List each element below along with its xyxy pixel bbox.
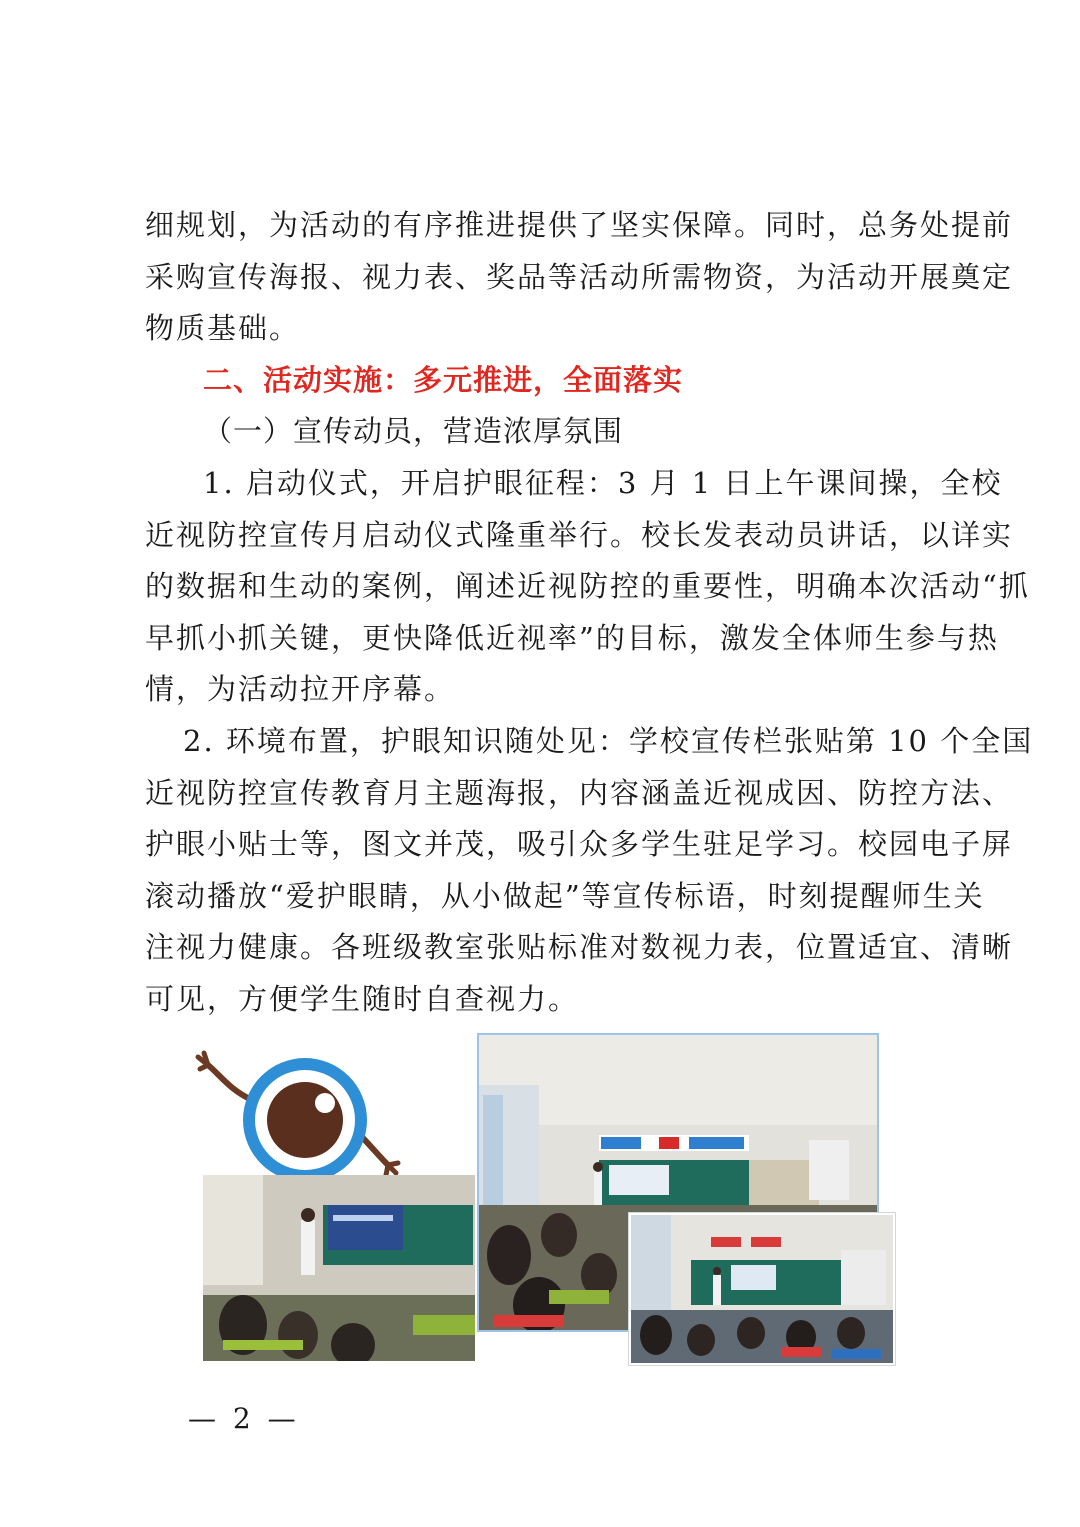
paragraph-line: 细规划，为活动的有序推进提供了坚实保障。同时，总务处提前 bbox=[145, 208, 1014, 242]
paragraph-line: 可见，方便学生随时自查视力。 bbox=[145, 981, 580, 1016]
paragraph-line: 近视防控宣传教育月主题海报，内容涵盖近视成因、防控方法、 bbox=[145, 775, 1014, 810]
paragraph-line: 近视防控宣传月启动仪式隆重举行。校长发表动员讲话，以详实 bbox=[145, 517, 1014, 552]
classroom-photo-left bbox=[203, 1175, 475, 1361]
classroom-photo-right bbox=[629, 1213, 895, 1365]
paragraph-line: 滚动播放“爱护眼睛，从小做起”等宣传标语，时刻提醒师生关 bbox=[145, 878, 985, 913]
subsection-heading: （一）宣传动员，营造浓厚氛围 bbox=[203, 414, 624, 449]
paragraph-line: 1. 启动仪式，开启护眼征程：3 月 1 日上午课间操，全校 bbox=[203, 465, 1003, 500]
page-number: — 2 — bbox=[188, 1402, 300, 1435]
paragraph-line: 物质基础。 bbox=[145, 311, 301, 346]
paragraph-line: 情，为活动拉开序幕。 bbox=[145, 672, 456, 707]
section-heading: 二、活动实施：多元推进，全面落实 bbox=[203, 362, 684, 397]
paragraph-line: 采购宣传海报、视力表、奖品等活动所需物资，为活动开展奠定 bbox=[145, 259, 1014, 294]
paragraph-line: 早抓小抓关键，更快降低近视率”的目标，激发全体师生参与热 bbox=[145, 620, 999, 655]
paragraph-line: 注视力健康。各班级教室张贴标准对数视力表，位置适宜、清晰 bbox=[145, 930, 1014, 965]
paragraph-line: 的数据和生动的案例，阐述近视防控的重要性，明确本次活动“抓 bbox=[145, 569, 1030, 604]
paragraph-line: 护眼小贴士等，图文并茂，吸引众多学生驻足学习。校园电子屏 bbox=[145, 827, 1014, 862]
paragraph-line: 2. 环境布置，护眼知识随处见：学校宣传栏张贴第 10 个全国 bbox=[183, 723, 1034, 758]
eyeball-mascot-icon bbox=[190, 1045, 420, 1195]
document-body bbox=[145, 200, 1034, 1026]
